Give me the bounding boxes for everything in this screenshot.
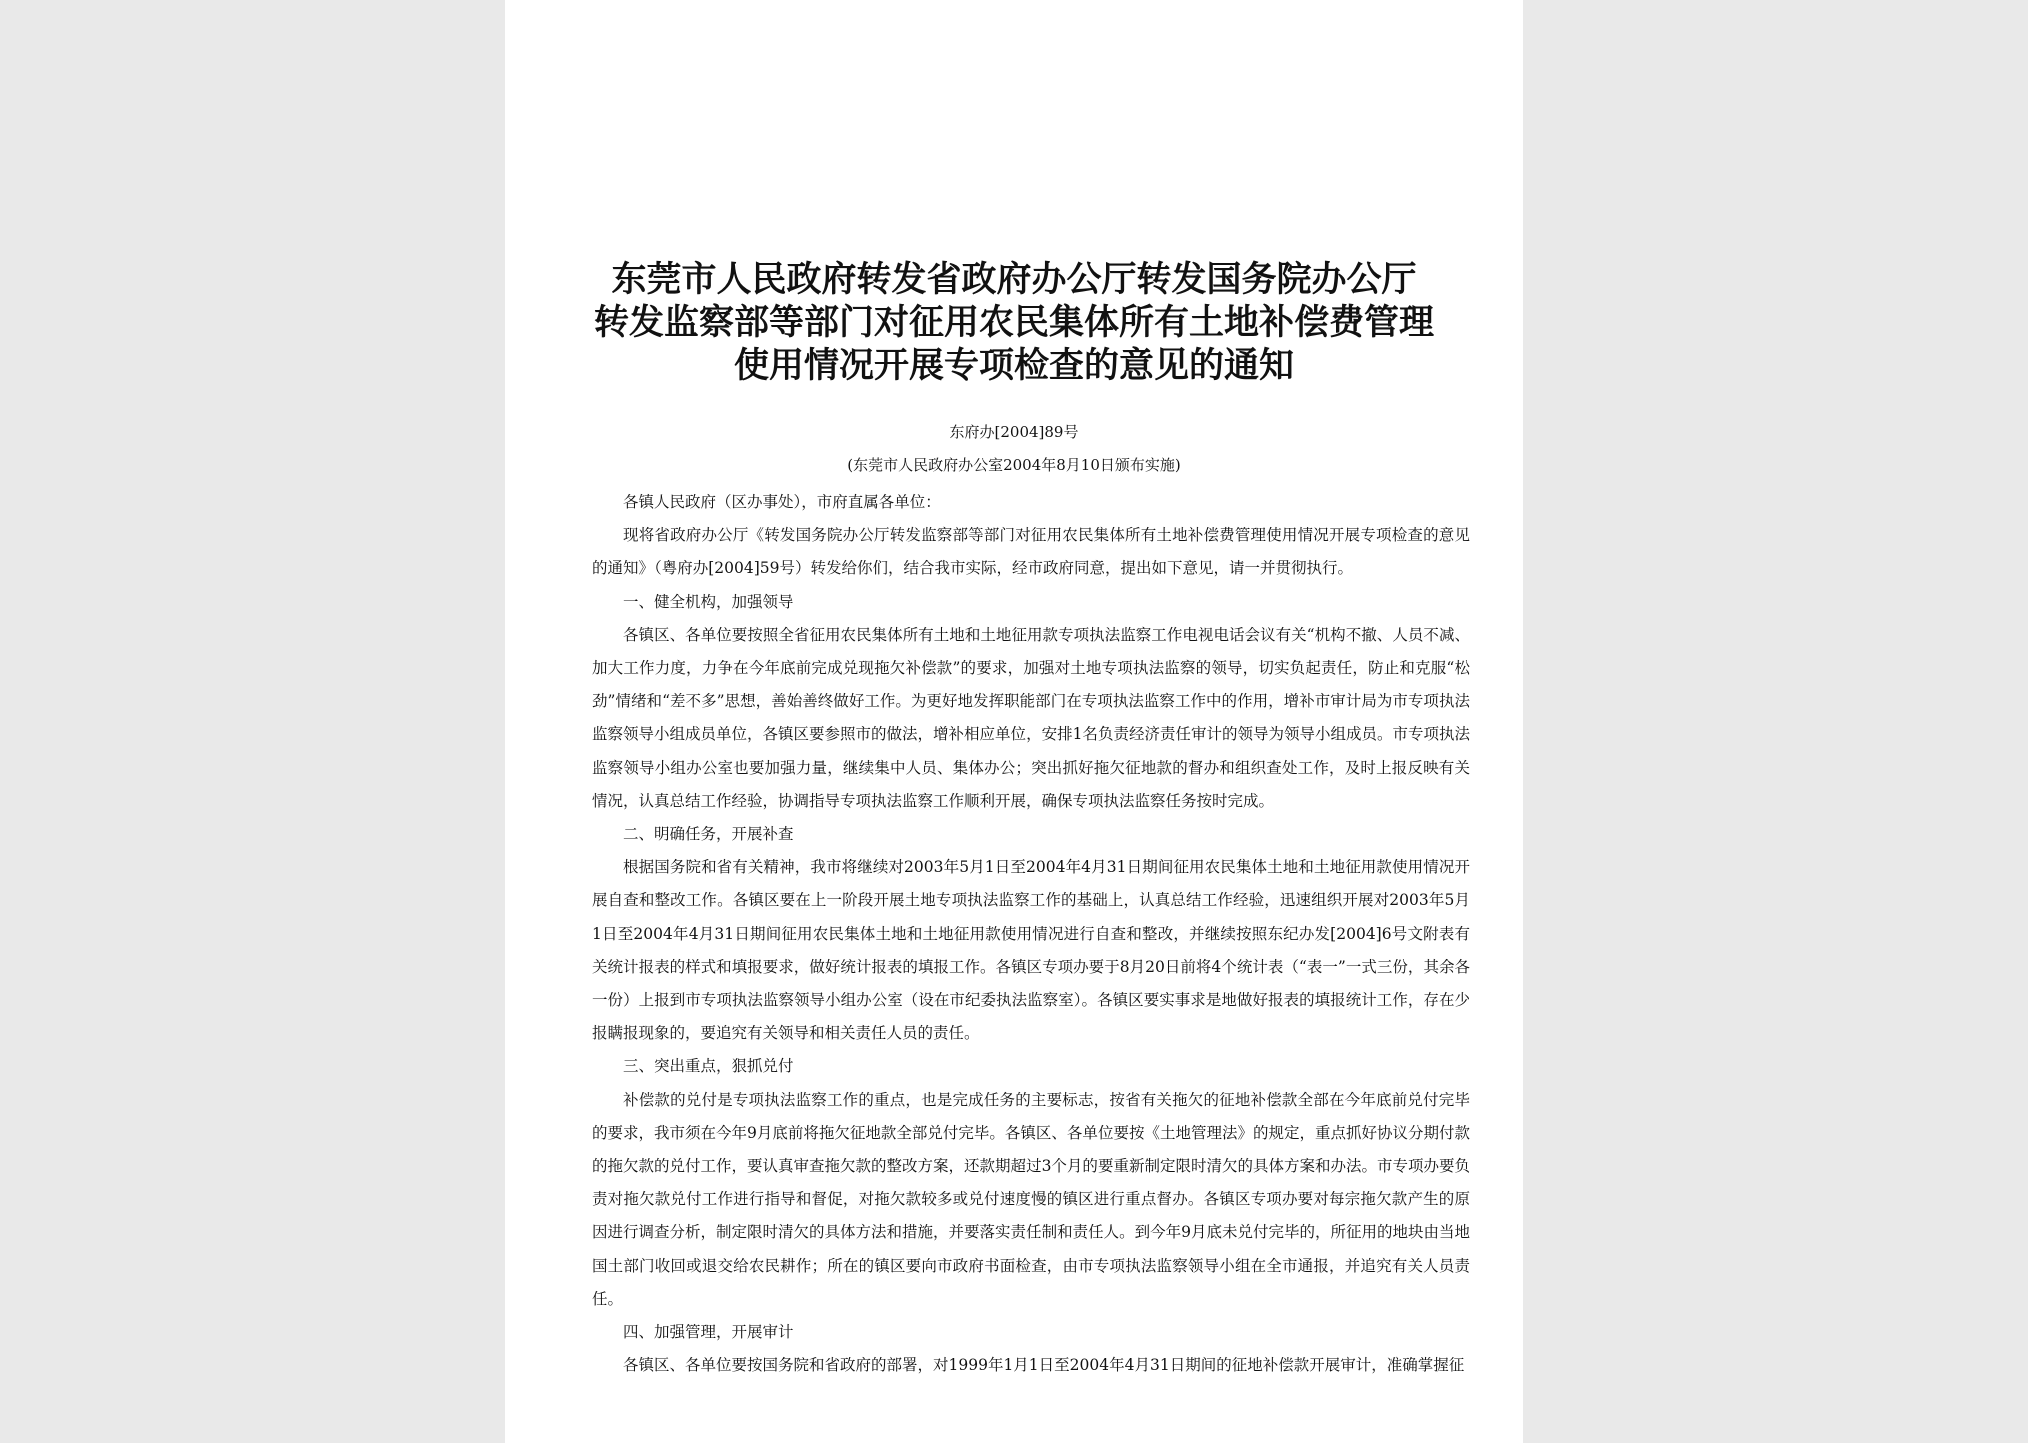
paragraph-section-2: 根据国务院和省有关精神，我市将继续对2003年5月1日至2004年4月31日期间征用农民集体土地和土地征用款使用情况开展自查和整改工作。各镇区要在上一阶段开展土地专项执法监察工作的基础上，认真总结工作经验，迅速组织开展对2003年5月1日至2004年4月31日期间征用农民集体土地和土地征用款使用情况进行自查和整改，并继续按照东纪办发[2004]6号文附表有关统计报表的样式和填报要求，做好统计报表的填报工作。各镇区专项办要于8月20日前将4个统计表（“表一”一式三份，其余各一份）上报到市专项执法监察领导小组办公室（设在市纪委执法监察室）。各镇区要实事求是地做好报表的填报统计工作，存在少报瞒报现象的，要追究有关领导和相关责任人员的责任。 xyxy=(592,858,1470,1043)
document-page xyxy=(505,0,1523,1443)
section-heading-2: 二、明确任务，开展补查 xyxy=(623,825,794,844)
document-number: 东府办[2004]89号 xyxy=(949,423,1079,441)
paragraph-section-3: 补偿款的兑付是专项执法监察工作的重点，也是完成任务的主要标志，按省有关拖欠的征地补偿款全部在今年底前兑付完毕的要求，我市须在今年9月底前将拖欠征地款全部兑付完毕。各镇区、各单位要按《土地管理法》的规定，重点抓好协议分期付款的拖欠款的兑付工作，要认真审查拖欠款的整改方案，还款期超过3个月的要重新制定限时清欠的具体方案和办法。市专项办要负责对拖欠款兑付工作进行指导和督促，对拖欠款较多或兑付速度慢的镇区进行重点督办。各镇区专项办要对每宗拖欠款产生的原因进行调查分析，制定限时清欠的具体方法和措施，并要落实责任制和责任人。到今年9月底未兑付完毕的，所征用的地块由当地国土部门收回或退交给农民耕作；所在的镇区要向市政府书面检查，由市专项执法监察领导小组在全市通报，并追究有关人员责任。 xyxy=(592,1090,1470,1308)
paragraph-intro: 现将省政府办公厅《转发国务院办公厅转发监察部等部门对征用农民集体所有土地补偿费管理使用情况开展专项检查的意见的通知》（粤府办[2004]59号）转发给你们，结合我市实际，经市政府同意，提出如下意见，请一并贯彻执行。 xyxy=(592,526,1470,578)
issue-note: (东莞市人民政府办公室2004年8月10日颁布实施) xyxy=(847,456,1181,474)
section-heading-1: 一、健全机构，加强领导 xyxy=(623,592,794,611)
salutation: 各镇人民政府（区办事处），市府直属各单位： xyxy=(623,493,941,511)
title-line-2: 转发监察部等部门对征用农民集体所有土地补偿费管理 xyxy=(593,302,1434,343)
document-body xyxy=(592,486,1470,1382)
title-line-1: 东莞市人民政府转发省政府办公厅转发国务院办公厅 xyxy=(611,259,1417,300)
title-line-3: 使用情况开展专项检查的意见的通知 xyxy=(733,345,1294,386)
paragraph-section-1: 各镇区、各单位要按照全省征用农民集体所有土地和土地征用款专项执法监察工作电视电话会议有关“机构不撤、人员不减、加大工作力度，力争在今年底前完成兑现拖欠补偿款”的要求，加强对土地专项执法监察的领导，切实负起责任，防止和克服“松劲”情绪和“差不多”思想，善始善终做好工作。为更好地发挥职能部门在专项执法监察工作中的作用，增补市审计局为市专项执法监察领导小组成员单位，各镇区要参照市的做法，增补相应单位，安排1名负责经济责任审计的领导为领导小组成员。市专项执法监察领导小组办公室也要加强力量，继续集中人员、集体办公；突出抓好拖欠征地款的督办和组织查处工作，及时上报反映有关情况，认真总结工作经验，协调指导专项执法监察工作顺利开展，确保专项执法监察任务按时完成。 xyxy=(592,625,1470,810)
paragraph-section-4: 各镇区、各单位要按国务院和省政府的部署，对1999年1月1日至2004年4月31日期间的征地补偿款开展审计，准确掌握征 xyxy=(623,1356,1465,1375)
section-heading-3: 三、突出重点，狠抓兑付 xyxy=(623,1057,794,1076)
section-heading-4: 四、加强管理，开展审计 xyxy=(623,1323,794,1342)
document-title xyxy=(565,258,1463,387)
